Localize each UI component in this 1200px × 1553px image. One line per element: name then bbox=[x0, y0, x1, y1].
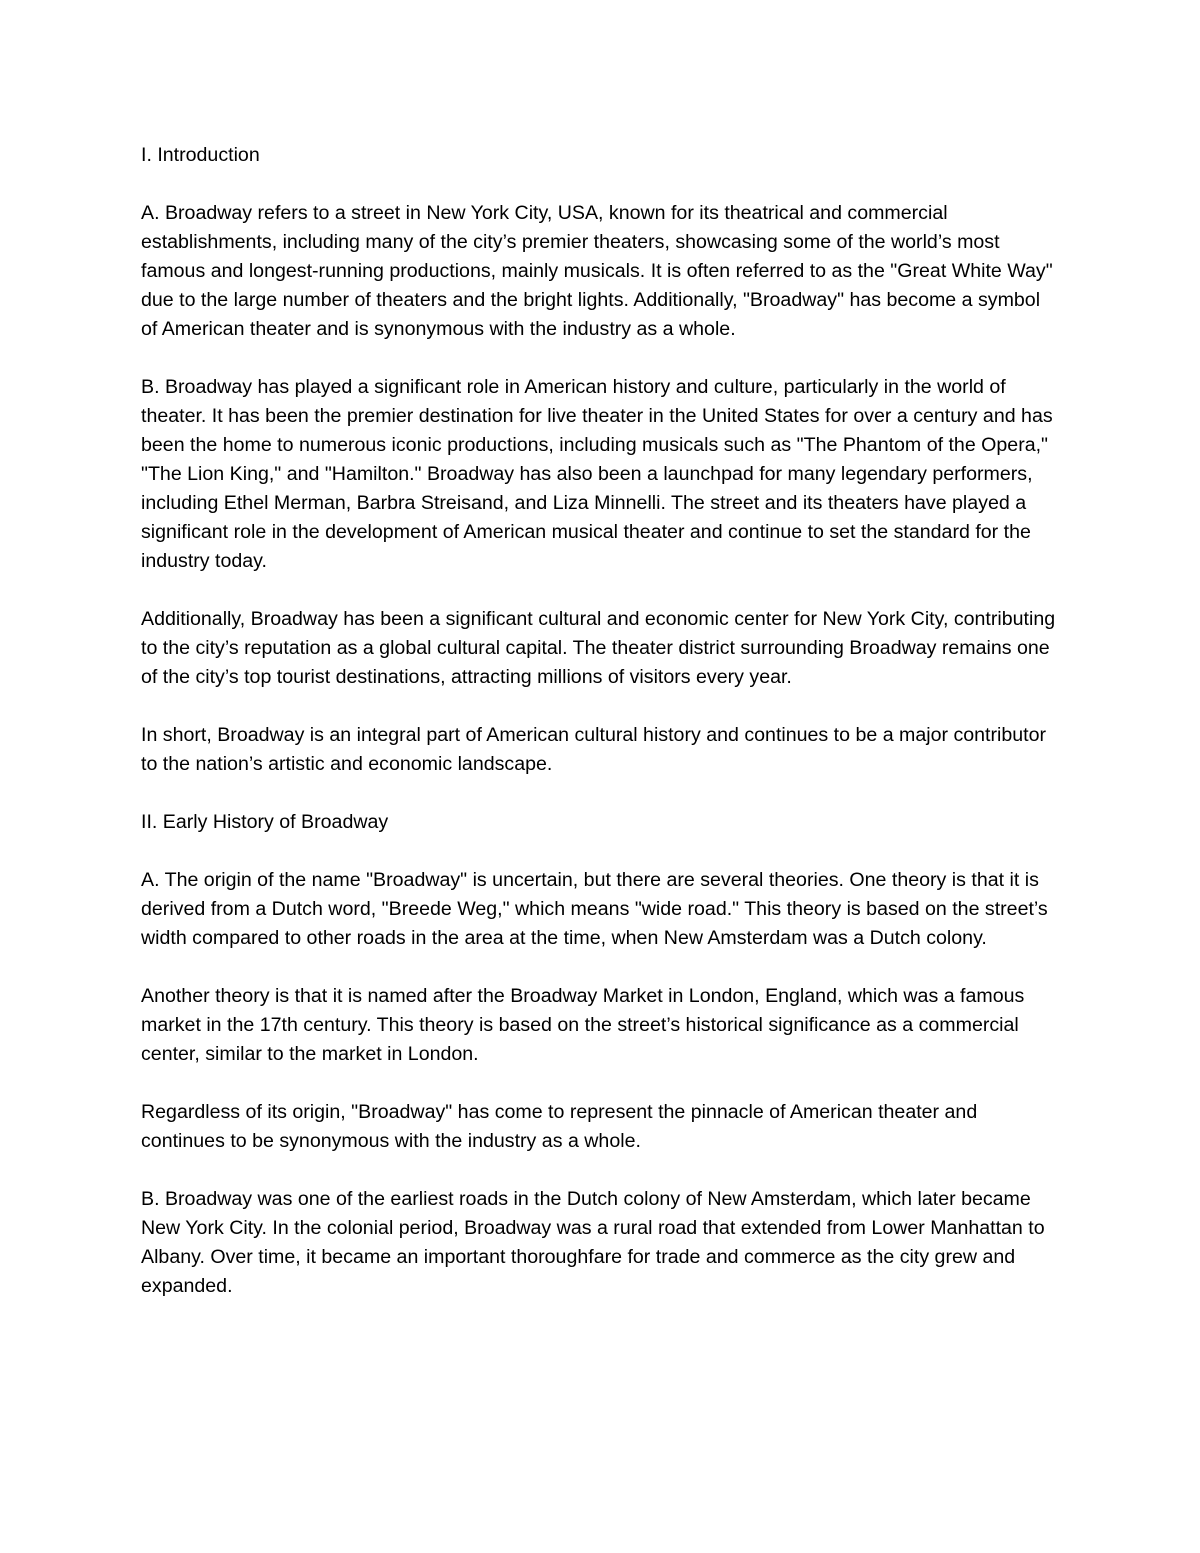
paragraph-intro-additionally: Additionally, Broadway has been a significant cultural and economic center for New York City, contributing to the city’s reputation as a global cultural capital. The theater district surrounding Broadway remains one of the city’s top tourist destinations, attracting millions of visitors every year. bbox=[141, 608, 1056, 688]
section-heading-introduction: I. Introduction bbox=[141, 144, 260, 166]
paragraph-history-another-theory: Another theory is that it is named after the Broadway Market in London, England, which was a famous market in the 17th century. This theory is based on the street’s historical significance as a commercial center, similar to the market in London. bbox=[141, 985, 1025, 1065]
paragraph-intro-a: A. Broadway refers to a street in New York City, USA, known for its theatrical and commercial establishments, including many of the city’s premier theaters, showcasing some of the world’s most famous and longest-running productions, mainly musicals. It is often referred to as the "Great White Way" due to the large number of theaters and the bright lights. Additionally, "Broadway" has become a symbol of American theater and is synonymous with the industry as a whole. bbox=[141, 202, 1053, 340]
document-page bbox=[141, 141, 1061, 1301]
paragraph-history-b: B. Broadway was one of the earliest roads in the Dutch colony of New Amsterdam, which later became New York City. In the colonial period, Broadway was a rural road that extended from Lower Manhattan to Albany. Over time, it became an important thoroughfare for trade and commerce as the city grew and expanded. bbox=[141, 1188, 1045, 1297]
paragraph-history-regardless: Regardless of its origin, "Broadway" has come to represent the pinnacle of American theater and continues to be synonymous with the industry as a whole. bbox=[141, 1101, 978, 1152]
paragraph-intro-b: B. Broadway has played a significant role in American history and culture, particularly in the world of theater. It has been the premier destination for live theater in the United States for over a century and has been the home to numerous iconic productions, including musicals such as "The Phantom of the Opera," "The Lion King," and "Hamilton." Broadway has also been a launchpad for many legendary performers, including Ethel Merman, Barbra Streisand, and Liza Minnelli. The street and its theaters have played a significant role in the development of American musical theater and continue to set the standard for the industry today. bbox=[141, 376, 1053, 572]
paragraph-intro-in-short: In short, Broadway is an integral part of American cultural history and continues to be a major contributor to the nation’s artistic and economic landscape. bbox=[141, 724, 1047, 775]
paragraph-history-a: A. The origin of the name "Broadway" is uncertain, but there are several theories. One theory is that it is derived from a Dutch word, "Breede Weg," which means "wide road." This theory is based on the street’s width compared to other roads in the area at the time, when New Amsterdam was a Dutch colony. bbox=[141, 869, 1048, 949]
section-heading-early-history: II. Early History of Broadway bbox=[141, 811, 389, 833]
